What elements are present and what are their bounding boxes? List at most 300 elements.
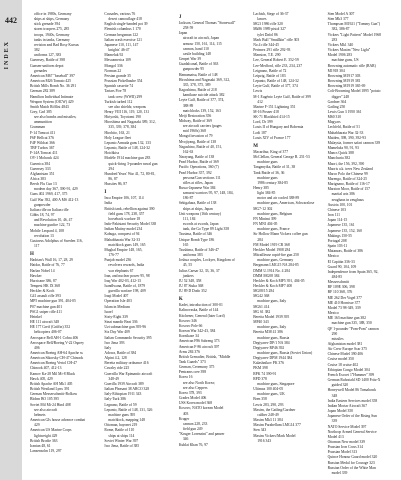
index-entry: MP5 machine gun 391, 404-05 — [30, 299, 76, 304]
index-entry: FN MNI 404-05 — [253, 222, 278, 227]
index-entry: Ottoman New model 339 — [327, 439, 366, 444]
index-entry: Pearl Harbor 357, 392 — [178, 170, 212, 175]
index-entry: Northrop Armed General Service — [327, 429, 377, 434]
page-number: 442 — [5, 16, 17, 25]
index-entry: Russian Order of the White Man — [327, 465, 376, 470]
index-entry: Matanzas, Battle of 386 — [327, 249, 363, 254]
index-entry: Marine F-151 Lightning 351 — [253, 104, 296, 109]
index-entry: Macarthur, King of 377 — [253, 149, 289, 154]
index-entry: German, Ceremony 375 — [178, 365, 215, 370]
index-entry: Korean War 342-43, 384 — [178, 329, 216, 334]
index-entry: see aircraft carriers (pages — [182, 124, 222, 129]
index-entry: swords at swords, Japan — [182, 222, 219, 227]
index-column-1 — [30, 12, 98, 472]
index-entry: Maxim Parabellum LMG14 377 — [253, 423, 301, 428]
index-entry: Persian grande 35 — [104, 73, 131, 78]
index-entry: McClellan, General George B. 251-53 — [253, 155, 310, 160]
index-entry: Chinese Model 390 406 — [327, 352, 363, 357]
index-letter-heading: J — [178, 15, 182, 20]
index-entry: Hurricane 386, 87 — [30, 278, 57, 283]
index-entry: American M26 Tomato 425 — [30, 79, 71, 84]
index-entry: Rome, Battle of 110 — [104, 428, 135, 433]
index-entry: Israel — [104, 309, 113, 314]
index-entry: war elephants 67 — [108, 268, 134, 273]
index-entry: Lepanto, Battle of 148, 124-32 — [253, 79, 299, 84]
index-entry: Mongol invasion of 79 — [178, 134, 213, 139]
index-entry: Lodi 187 — [253, 130, 267, 135]
index-entry: light 384-85 — [257, 191, 276, 196]
index-entry: "Kruger Lorenzini" and panzer — [178, 432, 225, 437]
index-entry: Smith Match Rifflist 4843 — [30, 104, 69, 109]
index-entry: Ottoman, bayonet 219 — [104, 423, 138, 428]
index-entry: helmets — [34, 412, 46, 417]
index-letter-heading: H — [30, 252, 34, 258]
index-entry: zeughaus in zeughaus — [331, 197, 364, 202]
index-entry: 294 — [108, 166, 114, 171]
index-entry: Ultimax 100 404-05 — [253, 387, 284, 392]
index-entry: Indo-Pakistani Security Model 338 — [104, 222, 157, 227]
index-entry: Model 1906 283 — [327, 53, 353, 58]
index-entry: Mameluk 92 — [104, 53, 124, 58]
index-entry: Italian Commando Security 395 — [104, 335, 152, 340]
index-entry: Heinkel — [30, 314, 42, 319]
index-entry: 406 — [34, 345, 40, 350]
index-entry: Lewis Gun 3 1950 361 — [327, 109, 362, 114]
index-entry: caliber 248-49 — [257, 412, 279, 417]
index-entry: 86, 87 — [108, 177, 118, 181]
index-entry: and Revolution 10, 46, 47 — [34, 218, 73, 223]
index-entry: Islam in Medium — [104, 304, 130, 309]
index-entry: Italian crash exercise 121 — [104, 37, 142, 42]
index-entry: Norman 22 — [104, 68, 122, 73]
index-entry: Maoris a.k. trees New Zealand — [327, 166, 373, 171]
index-entry: revolution 13 — [34, 233, 54, 238]
index-entry: Italy — [104, 345, 112, 350]
index-entry: Hawk 405, 429 — [30, 376, 53, 381]
index-entry: Unit weapons (16th century) — [178, 211, 222, 216]
index-entry: ME 262 Der Vogel 377 — [327, 295, 362, 300]
index-entry: Mongol 336 — [104, 63, 123, 68]
index-entry: 45, 55 — [182, 263, 193, 268]
index-entry: Bergmann LMG15 NA 284-85 — [253, 263, 299, 268]
index-entry: Indian Mortar Aircraft 367 — [327, 403, 368, 408]
index-entry: Soviet Winter War 397 — [104, 438, 139, 443]
index-entry: Iran, and nuclear power 95, 98 — [104, 273, 150, 278]
index-entry: Tempest HK IX 368 — [30, 283, 60, 288]
index-side-band — [0, 0, 22, 480]
index-entry: Grumman — [30, 125, 45, 130]
index-entry: Maxim Mk3 11 384 — [253, 418, 283, 423]
index-entry: Joshua couples, Lockyer, Kingdom of — [178, 258, 235, 263]
index-entry: Hamilton Individual Intimate — [30, 94, 74, 99]
index-entry: lances — [257, 17, 267, 22]
index-entry: Iwo Jima, Battle of 385 — [104, 443, 140, 448]
index-entry: Thompson M1921 ("Tommy Gun") — [327, 22, 381, 27]
index-entry: Beretta M38 41 386 — [253, 330, 283, 335]
index-entry: Julius Caesar 32, 33, 36, 37 — [178, 268, 220, 273]
index-entry: Mitrailleuse rapid-fire gun 250 — [253, 253, 299, 258]
index-entry: MG7-12 302 — [253, 206, 273, 211]
index-entry: Lee, General Robert E. 352-59 — [253, 58, 299, 63]
index-entry: machine guns, Italy — [257, 325, 287, 330]
index-entry: Guernica 384 — [30, 161, 50, 166]
index-entry: Kosovo 346 — [178, 318, 197, 323]
index-entry: Kabuga, conquest of 94 — [104, 232, 140, 237]
index-entry: ME 163 machine gun 382 — [327, 316, 366, 321]
index-entry: American Boeing Vertol CH-47 — [30, 361, 77, 366]
index-entry: RPK 74 390-91 — [253, 371, 277, 376]
index-entry: Kosovo Pole 66 — [178, 323, 203, 328]
index-entry: Hirohito, 163, 21 — [104, 130, 130, 135]
index-entry: office in 1980s, Germany — [34, 12, 72, 16]
index-entry: Unique Bomb Type 186 — [178, 237, 215, 242]
index-entry: Sten 343 — [253, 428, 267, 433]
index-entry: Air Crew Europe Scar 375 — [327, 347, 367, 352]
index-entry: Turkish turbed 112 — [104, 99, 133, 104]
index-entry: Hotchkiss — [104, 151, 120, 156]
index-entry: helicopters 406-07 — [34, 330, 62, 335]
index-entry: quick-firing 3-pounder naval gun — [108, 161, 158, 166]
index-entry: Korea 378, 393 — [178, 390, 202, 395]
index-entry: Prussian Iron Cross 314 — [327, 445, 363, 450]
index-column-4 — [253, 12, 321, 472]
index-entry: Lechfeld, Battle of 51 — [327, 125, 360, 130]
index-entry: uniforms 383 — [182, 253, 203, 258]
index-entry: digger" 248 — [331, 94, 350, 99]
index-entry: machine guns, American, Schwarzlose — [257, 201, 315, 206]
index-entry: Hundred Years' War 41, 72, 80-81, — [104, 171, 156, 176]
index-entry: Colt-Browning Model 1895 "potato — [327, 89, 381, 94]
index-entry: machine guns, Singapore — [257, 381, 295, 386]
index-entry: German Ruhrstahl SD 1400 Fritz-X — [327, 378, 381, 383]
index-entry: Guadalcanal, Battle of 363 — [178, 62, 219, 67]
index-entry: BF 110 368, 376 — [327, 290, 353, 295]
index-entry: Aerospace Bell/Boeing V-22 Osprey — [30, 340, 84, 345]
index-entry: Maiden, 398, 390, 392-93 — [327, 135, 366, 140]
index-entry: Afghanistan model 381 — [327, 342, 363, 346]
index-entry: Gustavus Adolphus of Sweden 116, — [30, 238, 83, 243]
index-entry: Browning M1919 381 — [327, 79, 361, 84]
index-entry: guided 320 — [331, 383, 349, 388]
index-entry: Heckler & Koch MP5 391, 404-05 — [253, 278, 305, 283]
index-entry: 162-63 — [182, 149, 194, 154]
index-entry: guerilla warfare 198, 409 — [108, 289, 146, 294]
index-entry: Six Day War 409 — [104, 330, 130, 335]
index-entry: armour 150, 161, 114, 115 — [182, 41, 222, 46]
index-entry: Guernsey, Battle of 398 — [30, 58, 65, 63]
index-entry: British Mills Bomb No. 36 291 — [30, 84, 77, 89]
index-entry: Iraq War 402-03, 412-13 — [104, 278, 141, 283]
index-entry: Leyte Gulf, Battle of 377, 374 — [253, 84, 298, 89]
index-entry: Vickers Mk1 340 — [327, 42, 354, 47]
index-entry: cannon, hand 110 — [182, 46, 209, 51]
index-entry: machine guns, US — [331, 58, 359, 63]
index-entry: Beretta military ordnance 416 — [104, 361, 149, 366]
index-entry: 1916 343 — [257, 438, 272, 443]
index-column-2 — [104, 12, 172, 472]
index-entry: Aerospace Bell AH-1 Cobra 406 — [30, 335, 79, 340]
index-entry: HE 111 aircraft 348 — [30, 320, 60, 325]
index-entry: revision and Bad Rosy Kursus — [34, 42, 79, 47]
index-entry: missiles — [331, 336, 344, 341]
index-entry: Lewis — [253, 89, 263, 94]
index-entry: Lepanto, Battle of 148, 124-32 — [104, 146, 150, 151]
index-entry: machine guns, Belgium — [257, 211, 293, 216]
index-entry: field guns 178, 238, 357 — [108, 211, 145, 216]
index-entry: martial arts 386 — [331, 192, 355, 197]
index-entry: Italian Pleasant 38 ARCO 328 — [104, 387, 150, 392]
index-entry: F-14 Tomcat 411 — [30, 130, 56, 135]
index-entry: TBF Turbos 367 — [30, 146, 55, 151]
index-entry: persona/Gun sections 111 — [182, 175, 221, 180]
index-letter-heading: M — [253, 143, 258, 149]
index-entry: Beretta Model 1939 395 — [253, 314, 290, 319]
index-entry: Maxim Vickers/Mark Model — [253, 433, 296, 438]
index-entry: PKM 398 — [253, 366, 268, 371]
index-entry: Genpei War 39 — [178, 57, 201, 62]
index-entry: 382 — [34, 48, 40, 53]
index-entry: 348 — [331, 393, 338, 398]
index-entry: Russian Medal for Courage 323 — [327, 460, 375, 465]
index-entry: El Capitán 336-33 — [327, 259, 355, 264]
index-entry: Blohm BO 105 395 — [30, 397, 59, 402]
index-entry: JU 87 Stuka 368 — [178, 283, 204, 288]
index-entry: junkers — [182, 273, 194, 278]
index-entry: Sir Hollow Mann Vickers coffee gun — [253, 232, 308, 237]
index-entry: Lee-Medford, rifle 233, 234, 237 — [253, 63, 303, 68]
index-entry: Isandlwana, Battle of, 1879 — [104, 283, 146, 288]
index-entry: Lachish, Siege of 36-37 — [253, 12, 289, 16]
index-letter-heading: I — [104, 190, 107, 196]
index-entry: samurai warriors 95, 97, 148, 184, — [182, 191, 234, 196]
index-entry: Iraqi Model 407 — [104, 294, 129, 299]
index-entry: matchlock, mapping 148 — [108, 418, 145, 423]
index-entry: Messerschmitt — [327, 280, 350, 285]
index-entry: Guernsey 333 — [30, 166, 51, 171]
index-entry: Italy-Ethiopian 1911 343 — [104, 392, 142, 397]
index-entry: Modèle 1914 machine gun 283 — [104, 156, 151, 161]
index-entry: stick grenade 394 — [34, 22, 61, 27]
index-entry: 283 — [331, 37, 338, 42]
index-entry: MG 61 382 — [253, 309, 271, 314]
index-entry: uniforms 127, 383 — [34, 53, 62, 58]
index-entry: MG08/15 284 — [253, 289, 275, 294]
index-entry: Meiji Restoration 356 — [178, 113, 212, 118]
index-entry: M-16 Posner 418 — [253, 109, 279, 114]
index-entry: matchlock guns 149, 165 — [108, 242, 146, 247]
index-entry: rifles at rifles, Japan — [182, 180, 213, 185]
index-entry: tanks in tanks, Germany — [34, 37, 70, 42]
index-entry: Weapon System (OICW) 429 — [30, 99, 74, 104]
index-entry: Sixty-Eight 339 — [104, 314, 128, 319]
index-entry: Flemish columbus 1 170 — [104, 27, 141, 32]
index-entry: British Apache AH Mk1 405 — [30, 381, 73, 386]
index-entry: Hamamatsu, Battle of 148 — [178, 72, 218, 77]
index-entry: Tanganyika, Battle of 31, 38 — [253, 165, 296, 170]
index-entry: aircraft in aircraft, Japan — [182, 36, 220, 41]
index-entry: desert camouflage 418 — [108, 17, 142, 22]
index-entry: Beech Flu Cun 13 — [30, 182, 57, 187]
index-entry: Sinai mandir Beat 336 — [104, 320, 138, 325]
index-entry: Crusades, various 76 — [104, 12, 136, 16]
index-entry: QF 1-pounder "Pom-Pom" cannon — [327, 326, 379, 331]
index-entry: F4F Wildcat 366 — [30, 140, 55, 145]
index-entry: Iron 111 — [327, 213, 340, 218]
index-entry: castle building 148 — [182, 51, 211, 56]
index-entry: 335, 339, 378, 384 — [108, 125, 137, 130]
index-entry: 186-87 — [182, 196, 194, 201]
index-entry: Mesoamerica 109 — [104, 58, 131, 63]
index-entry: Malaysia, former safari cannon 339 — [327, 140, 381, 145]
index-entry: machine guns, Germany — [257, 258, 294, 263]
index-entry: British Westland Lynx 391 — [30, 387, 70, 392]
index-entry: Grey, Carl 385 — [30, 109, 52, 114]
index-entry: Hiroshima and Nagasaki 389, 312, — [104, 120, 156, 125]
index-entry: Indian Mutiny model 234 — [104, 227, 143, 232]
index-entry: grenades — [34, 68, 48, 73]
index-entry: Africa 383 — [30, 177, 46, 181]
index-entry: American US Marine Corps — [30, 428, 72, 433]
index-entry: Lord, Dr 399 — [253, 120, 273, 125]
index-entry: Spain 103-11 — [327, 244, 348, 249]
index-entry: Gatling 250 — [327, 104, 346, 109]
index-entry: Mark Bull "Smallkin" rifle 303 — [253, 37, 300, 42]
index-entry: Louis II of Hungary and Bohemia — [253, 125, 304, 130]
index-entry: Austria 100, 101 — [327, 202, 353, 207]
index-entry: BF 109E 306, 398 — [327, 285, 355, 290]
index-entry: Korea 16 — [178, 375, 193, 380]
index-entry: Guns 402 1969, 417, 375 — [30, 192, 68, 197]
index-entry: Mvojiyang, Battle of 138 — [178, 139, 217, 144]
index-entry: Arms 284 376 — [178, 349, 200, 354]
index-entry: Gunsen-uniform depot — [30, 63, 64, 68]
index-entry: JU 89 D Dodo 352 — [178, 289, 207, 294]
index-entry: Operation Isle 403 — [104, 299, 132, 304]
index-entry: Soviet Mil Mi-24 Hind 408 — [30, 402, 71, 407]
index-entry: Magyars — [327, 120, 341, 125]
index-entry: see also North Korea; — [182, 380, 215, 385]
index-entry: 346 — [182, 437, 189, 442]
index-entry: 284 — [257, 237, 263, 242]
index-entry: PSG1 sniper rifle 411 — [30, 309, 62, 314]
index-entry: Japanese 135, 161 — [327, 223, 355, 228]
index-entry: DMM MG08 384 — [253, 273, 280, 278]
index-entry: Russo-Japanese War 384 — [178, 186, 216, 190]
index-entry: 165 — [182, 242, 189, 247]
index-entry: kamikaze suicide attack 382 — [182, 93, 225, 98]
index-column-3 — [179, 12, 247, 472]
index-column-5 — [327, 12, 396, 475]
index-entry: Sekigahara, Battle of 138 — [178, 201, 217, 206]
index-entry: Leipzig, Battle of 183 — [253, 73, 286, 78]
index-entry: ammunition — [34, 120, 52, 125]
index-entry: RPD 378 — [253, 376, 267, 381]
index-entry: Afghanistan 351 — [30, 171, 55, 176]
index-entry: Kadet, introduction of 300-01 — [178, 303, 223, 308]
index-entry: horseback warfare 18 — [108, 216, 141, 221]
index-entry: Italian rifle on Italian rifle — [30, 207, 69, 212]
index-entry: machine guns, Italy — [257, 299, 287, 304]
index-entry: Spanish cassette 74 — [104, 84, 134, 89]
index-entry: Jackson, General Thomas "Stonewall" — [178, 21, 236, 25]
index-entry: Haidar, Battle of 76, 77 — [30, 263, 65, 268]
index-entry: troops, 1940s, Germany — [34, 32, 70, 37]
index-entry: see also shields; weapons — [108, 104, 146, 109]
index-entry: Guard 90, 104, 109 — [327, 264, 357, 269]
index-entry: cannon 228, 233 — [182, 421, 208, 426]
index-entry: American Sikorsky CH-47 Chinook — [30, 356, 84, 361]
index-entry: Mexico — [327, 254, 339, 259]
index-entry: Honeywell Model 86 Tomahawk — [327, 388, 377, 393]
index-entry: American F-86 aircraft 397 — [178, 344, 220, 349]
index-entry: Japan — [178, 31, 188, 36]
index-entry: British Grenadier, British, "Middle — [178, 354, 231, 359]
index-entry: machine gun 335, 388, 350 — [331, 321, 372, 326]
index-entry: Cruise model 350 — [327, 357, 354, 362]
index-entry: model 339 — [331, 470, 348, 475]
index-entry: Browning M1917 303 — [327, 73, 361, 78]
index-entry: gunpowder 95 — [182, 67, 205, 72]
index-entry: Marco Polo the Chinese 99 — [327, 171, 368, 176]
index-entry: Marengo, Battle of 324-25 — [327, 177, 367, 181]
index-entry: Mameluks 90, 91, 93 — [327, 146, 359, 151]
index-entry: American F86 Sabreng 373 — [178, 339, 220, 344]
index-entry: SK-71 Blackbird 414-15 — [253, 115, 290, 120]
index-entry: Japanese Order of the Rising Sun — [327, 414, 377, 419]
index-entry: Manchuria 382 — [327, 156, 351, 161]
index-entry: G41 assault rifle 393 — [30, 294, 61, 299]
index-entry: 258-59 — [182, 26, 194, 31]
index-entry: Kornikaze 34 — [178, 334, 199, 339]
index-entry: MG61 414 — [253, 304, 270, 309]
index-entry: Perimex 291 rifle 292-93 — [253, 48, 291, 53]
index-entry: Sten Mk3 377 — [327, 17, 349, 22]
index-entry: 382, 386-87 — [331, 27, 350, 32]
index-entry: Alpini 4.2, 128 — [104, 356, 127, 361]
index-entry: Holy League fleet — [104, 135, 132, 140]
section-label: INDEX — [4, 40, 10, 70]
index-entry: Mexico — [327, 311, 339, 316]
index-entry: P07 machine gun 401 — [30, 304, 63, 309]
index-entry: mid 1960s) 368 — [182, 129, 206, 134]
index-entry: Model 73 98-349, 339 — [327, 305, 361, 310]
index-entry: 429 — [34, 423, 40, 428]
index-entry: lightweight 429 — [34, 433, 58, 438]
index-entry: Iranian 48, 61 — [30, 443, 51, 448]
index-entry: American Boeing AH-64 Apache ss — [30, 351, 83, 355]
index-entry: British Brodie 363 — [30, 438, 58, 443]
index-entry: French Exocet 1"Hammer" 399 — [327, 372, 375, 377]
index-entry: Heckler Model 1908 284 — [253, 247, 291, 252]
index-entry: Vickers "Light Pattern" Model 1968 — [327, 32, 382, 37]
index-entry: 111, 184 — [182, 216, 196, 221]
index-entry: Ethiopian Congo Model 304 — [327, 367, 370, 372]
index-entry: Heckler & Koch — [30, 289, 55, 294]
index-entry: Nagashino, Battle of 40, 151, — [178, 144, 223, 149]
index-entry: Cavalry ride 225 — [104, 366, 130, 371]
index-entry: Independence from Spain 365, 92, — [327, 269, 379, 274]
index-entry: machine guns — [257, 160, 278, 165]
index-entry: Makings 150-55 — [327, 233, 352, 238]
index-entry: Kagoshima, Battle of 218 — [178, 88, 217, 93]
index-entry: ships at ships 114 — [108, 433, 135, 438]
index-entry: Pacific Operations, 360 (7) — [178, 165, 219, 170]
index-entry: Marignano, Battle of 116-17 — [327, 182, 370, 187]
index-entry: Tsusima, Battle of 346 — [178, 232, 213, 237]
index-entry: field gun 249 — [182, 427, 203, 432]
index-entry: F-14A Tomcat 411 — [30, 151, 58, 156]
index-entry: 335, 378, 375, 389 — [182, 82, 211, 87]
